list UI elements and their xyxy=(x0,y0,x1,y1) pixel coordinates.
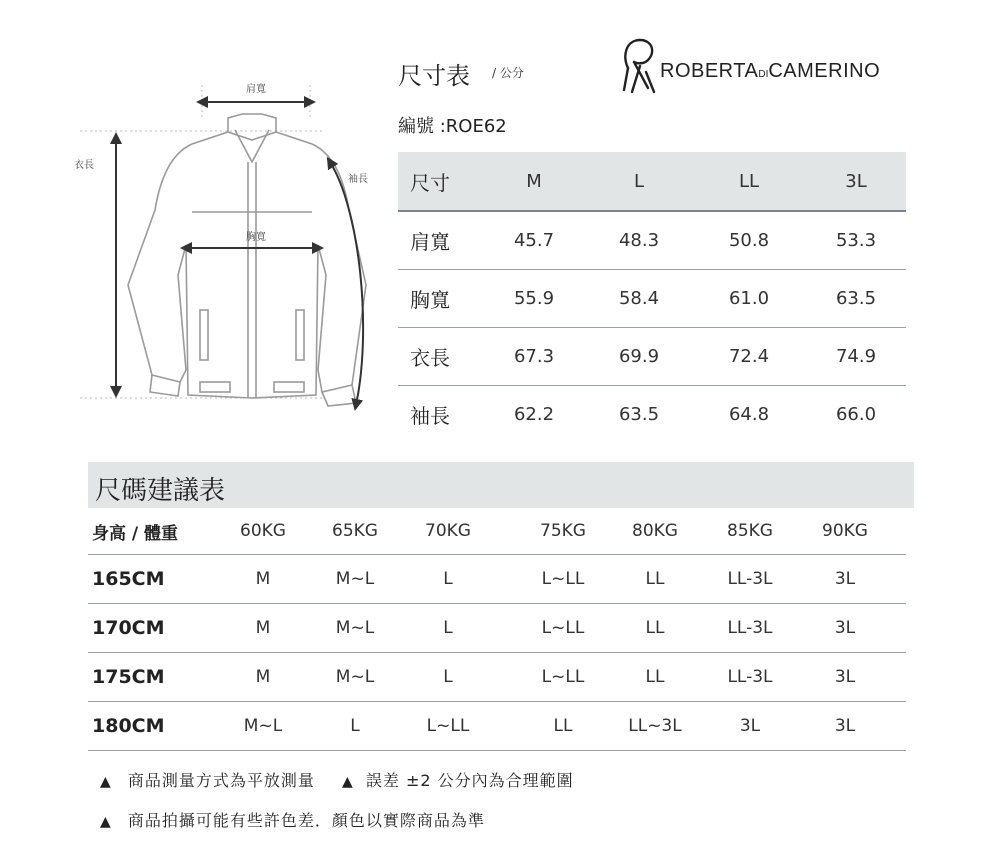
size-table-row xyxy=(398,328,906,386)
brand-name-part2: CAMERINO xyxy=(768,60,881,82)
table-cell: M~L xyxy=(335,569,375,589)
table-cell: 45.7 xyxy=(513,230,555,251)
table-cell: LL-3L xyxy=(727,618,773,638)
table-cell: L~LL xyxy=(541,618,585,638)
size-col-ll: LL xyxy=(738,170,760,192)
jacket-outline xyxy=(128,114,366,406)
sleeve-label: 袖長 xyxy=(348,174,368,185)
table-cell: M xyxy=(255,569,271,589)
table-cell: L~LL xyxy=(426,716,470,736)
size-table-row xyxy=(398,386,906,443)
table-cell: 3L xyxy=(739,716,761,736)
table-cell: 66.0 xyxy=(835,404,877,425)
note-line-1 xyxy=(100,768,574,791)
row-label: 衣長 xyxy=(410,346,450,370)
length-label: 衣長 xyxy=(74,160,94,171)
size-table-header xyxy=(398,152,906,212)
jacket-sketch xyxy=(60,70,390,430)
table-cell: 3L xyxy=(834,618,856,638)
table-cell: 63.5 xyxy=(835,288,877,309)
table-cell: 62.2 xyxy=(513,404,555,425)
size-col-l: L xyxy=(633,170,645,192)
weight-header: 80KG xyxy=(632,521,678,541)
size-table-row xyxy=(398,270,906,328)
table-cell: LL xyxy=(645,618,665,638)
brand-name-part1: ROBERTA xyxy=(660,60,759,82)
table-cell: M~L xyxy=(335,618,375,638)
table-cell: 3L xyxy=(834,667,856,687)
table-cell: L xyxy=(443,569,453,589)
table-cell: 3L xyxy=(834,569,856,589)
weight-header: 90KG xyxy=(822,521,868,541)
weight-header: 65KG xyxy=(332,521,378,541)
table-cell: 72.4 xyxy=(728,346,770,367)
row-label: 胸寬 xyxy=(410,288,450,312)
table-cell: 61.0 xyxy=(728,288,770,309)
table-cell: L~LL xyxy=(541,667,585,687)
recommend-header-row xyxy=(88,508,906,555)
recommend-title: 尺碼建議表 xyxy=(95,476,226,506)
table-cell: 55.9 xyxy=(513,288,555,309)
table-cell: LL-3L xyxy=(727,667,773,687)
weight-header: 85KG xyxy=(727,521,773,541)
recommend-row xyxy=(88,702,906,751)
table-cell: M xyxy=(255,618,271,638)
table-cell: LL xyxy=(645,569,665,589)
note-line-2 xyxy=(100,808,485,831)
height-weight-header: 身高 / 體重 xyxy=(92,523,179,544)
triangle-bullet-icon: ▲ xyxy=(100,814,111,830)
triangle-bullet-icon: ▲ xyxy=(100,774,111,790)
row-label: 肩寬 xyxy=(410,230,450,254)
size-col-3l: 3L xyxy=(845,170,867,192)
table-cell: 48.3 xyxy=(618,230,660,251)
product-code: 編號 :ROE62 xyxy=(398,116,507,137)
table-cell: L xyxy=(350,716,360,736)
table-cell: LL xyxy=(645,667,665,687)
table-cell: LL~3L xyxy=(628,716,682,736)
weight-header: 70KG xyxy=(425,521,471,541)
recommend-row xyxy=(88,604,906,653)
table-cell: 50.8 xyxy=(728,230,770,251)
shoulder-label: 肩寬 xyxy=(246,84,266,95)
triangle-bullet-icon: ▲ xyxy=(341,774,353,790)
size-column-header: 尺寸 xyxy=(410,170,450,195)
note-tolerance: 誤差 ±2 公分內為合理範圍 xyxy=(365,771,574,790)
weight-header: 75KG xyxy=(540,521,586,541)
table-cell: L~LL xyxy=(541,569,585,589)
table-cell: 67.3 xyxy=(513,346,555,367)
height-label: 165CM xyxy=(92,568,165,590)
note-color: 商品拍攝可能有些許色差．顏色以實際商品為準 xyxy=(127,811,485,830)
size-table-row xyxy=(398,212,906,270)
table-cell: 69.9 xyxy=(618,346,660,367)
size-table xyxy=(398,152,906,443)
recommend-row xyxy=(88,555,906,604)
table-cell: 58.4 xyxy=(618,288,660,309)
table-cell: 74.9 xyxy=(835,346,877,367)
brand-logo-icon xyxy=(618,36,662,98)
table-cell: 64.8 xyxy=(728,404,770,425)
size-col-m: M xyxy=(526,170,542,192)
weight-header: 60KG xyxy=(240,521,286,541)
height-label: 175CM xyxy=(92,666,165,688)
page-title: 尺寸表 xyxy=(398,62,470,90)
table-cell: LL xyxy=(553,716,573,736)
brand-name xyxy=(660,60,880,83)
table-cell: 63.5 xyxy=(618,404,660,425)
recommend-table xyxy=(88,508,906,751)
note-measure: 商品測量方式為平放測量 xyxy=(127,771,315,790)
table-cell: L xyxy=(443,618,453,638)
brand-name-di: DI xyxy=(758,69,769,80)
chest-label: 胸寬 xyxy=(246,232,266,243)
recommend-row xyxy=(88,653,906,702)
height-label: 170CM xyxy=(92,617,165,639)
table-cell: LL-3L xyxy=(727,569,773,589)
height-label: 180CM xyxy=(92,715,165,737)
unit-label: / 公分 xyxy=(492,66,524,80)
table-cell: M~L xyxy=(335,667,375,687)
table-cell: L xyxy=(443,667,453,687)
row-label: 袖長 xyxy=(410,404,450,428)
table-cell: M~L xyxy=(243,716,283,736)
table-cell: M xyxy=(255,667,271,687)
table-cell: 53.3 xyxy=(835,230,877,251)
table-cell: 3L xyxy=(834,716,856,736)
